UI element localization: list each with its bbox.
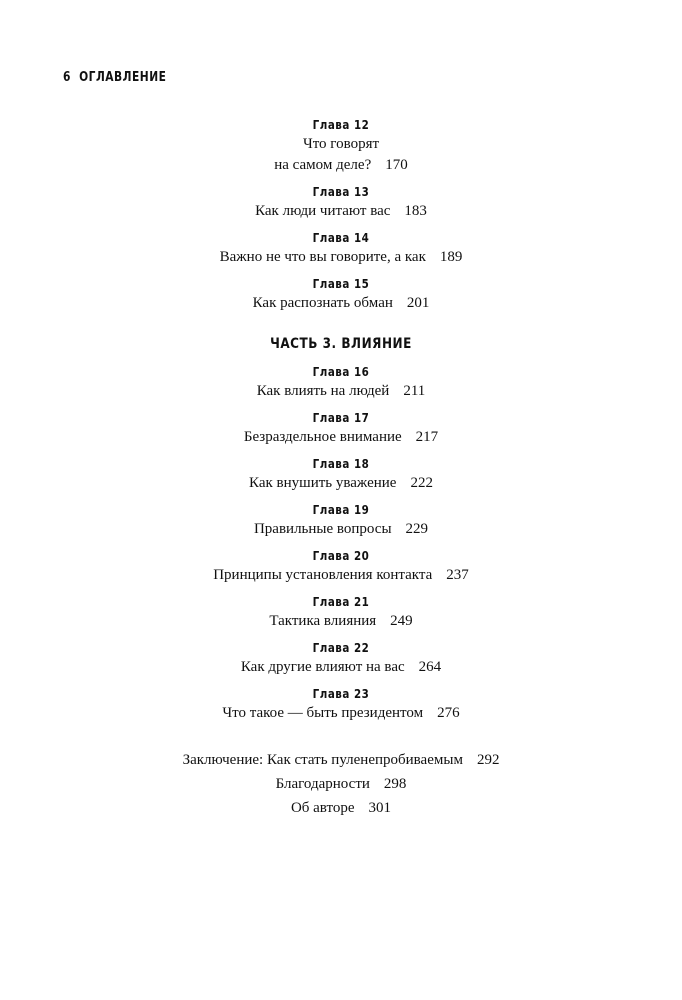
chapter-title: Как люди читают вас bbox=[255, 203, 391, 219]
chapter-title-line bbox=[0, 611, 682, 632]
chapter-title: Важно не что вы говорите, а как bbox=[219, 249, 426, 265]
page-ref: 222 bbox=[410, 475, 433, 491]
chapter-title: Как влиять на людей bbox=[256, 383, 390, 399]
toc-chapter-18 bbox=[0, 455, 682, 494]
chapter-title-line bbox=[0, 519, 682, 540]
toc-chapter-14 bbox=[0, 229, 682, 268]
chapter-title: Что такое — быть президентом bbox=[222, 705, 424, 721]
entry-title: Благодарности bbox=[275, 776, 370, 792]
table-of-contents bbox=[0, 116, 682, 820]
chapter-label: Глава 22 bbox=[312, 641, 370, 655]
toc-chapter-23 bbox=[0, 685, 682, 724]
chapter-title-line bbox=[0, 427, 682, 448]
chapter-title-line bbox=[0, 657, 682, 678]
chapter-title-line bbox=[0, 565, 682, 586]
chapter-title: Как внушить уважение bbox=[249, 475, 397, 491]
toc-chapter-20 bbox=[0, 547, 682, 586]
chapter-label: Глава 17 bbox=[312, 411, 370, 425]
chapter-title-line bbox=[0, 381, 682, 402]
page-ref: 183 bbox=[404, 203, 427, 219]
toc-chapter-21 bbox=[0, 593, 682, 632]
toc-chapter-19 bbox=[0, 501, 682, 540]
chapter-title-line bbox=[0, 201, 682, 222]
page-ref: 211 bbox=[403, 383, 426, 399]
chapter-label: Глава 15 bbox=[312, 277, 370, 291]
chapter-label: Глава 14 bbox=[312, 231, 370, 245]
chapter-title: Правильные вопросы bbox=[253, 521, 392, 537]
chapter-title-line: Что говорят bbox=[302, 136, 380, 152]
chapter-label: Глава 13 bbox=[312, 185, 370, 199]
entry-title: Об авторе bbox=[290, 800, 355, 816]
chapter-title-line bbox=[0, 703, 682, 724]
page-ref: 201 bbox=[406, 295, 430, 311]
backmatter-entry bbox=[0, 772, 682, 796]
toc-chapter-22 bbox=[0, 639, 682, 678]
backmatter-entry bbox=[0, 748, 682, 772]
toc-chapter-17 bbox=[0, 409, 682, 448]
page-ref: 237 bbox=[446, 567, 469, 583]
running-head bbox=[63, 70, 166, 85]
backmatter bbox=[0, 748, 682, 820]
section-title: ОГЛАВЛЕНИЕ bbox=[79, 70, 167, 85]
toc-chapter-13 bbox=[0, 183, 682, 222]
page-ref: 292 bbox=[476, 752, 500, 768]
toc-chapter-12 bbox=[0, 116, 682, 176]
chapter-label: Глава 23 bbox=[312, 687, 370, 701]
chapter-title: Принципы установления контакта bbox=[213, 567, 433, 583]
page-ref: 276 bbox=[437, 705, 460, 721]
page-ref: 229 bbox=[405, 521, 429, 537]
entry-title: Заключение: Как стать пуленепробиваемым bbox=[182, 752, 463, 768]
chapter-label: Глава 12 bbox=[312, 118, 370, 132]
page-number: 6 bbox=[63, 70, 71, 85]
page-ref: 217 bbox=[415, 429, 439, 445]
chapter-title-line bbox=[0, 293, 682, 314]
chapter-title-line bbox=[0, 247, 682, 268]
chapter-title: Безраздельное внимание bbox=[243, 429, 402, 445]
chapter-label: Глава 19 bbox=[312, 503, 370, 517]
backmatter-entry bbox=[0, 796, 682, 820]
part-heading: ЧАСТЬ 3. ВЛИЯНИЕ bbox=[270, 336, 412, 352]
chapter-label: Глава 16 bbox=[312, 365, 370, 379]
toc-chapter-15 bbox=[0, 275, 682, 314]
page-ref: 301 bbox=[368, 800, 392, 816]
chapter-title-line bbox=[0, 473, 682, 494]
chapter-title-line bbox=[0, 155, 682, 176]
chapter-title: на самом деле? bbox=[274, 157, 372, 173]
page-ref: 189 bbox=[439, 249, 463, 265]
page-ref: 298 bbox=[383, 776, 407, 792]
page-ref: 170 bbox=[385, 157, 408, 173]
page-ref: 264 bbox=[418, 659, 442, 675]
toc-chapter-16 bbox=[0, 363, 682, 402]
chapter-label: Глава 20 bbox=[312, 549, 370, 563]
page-ref: 249 bbox=[390, 613, 413, 629]
chapter-title: Как другие влияют на вас bbox=[240, 659, 405, 675]
chapter-title: Тактика влияния bbox=[269, 613, 377, 629]
chapter-label: Глава 21 bbox=[312, 595, 370, 609]
chapter-label: Глава 18 bbox=[312, 457, 370, 471]
chapter-title: Как распознать обман bbox=[252, 295, 393, 311]
